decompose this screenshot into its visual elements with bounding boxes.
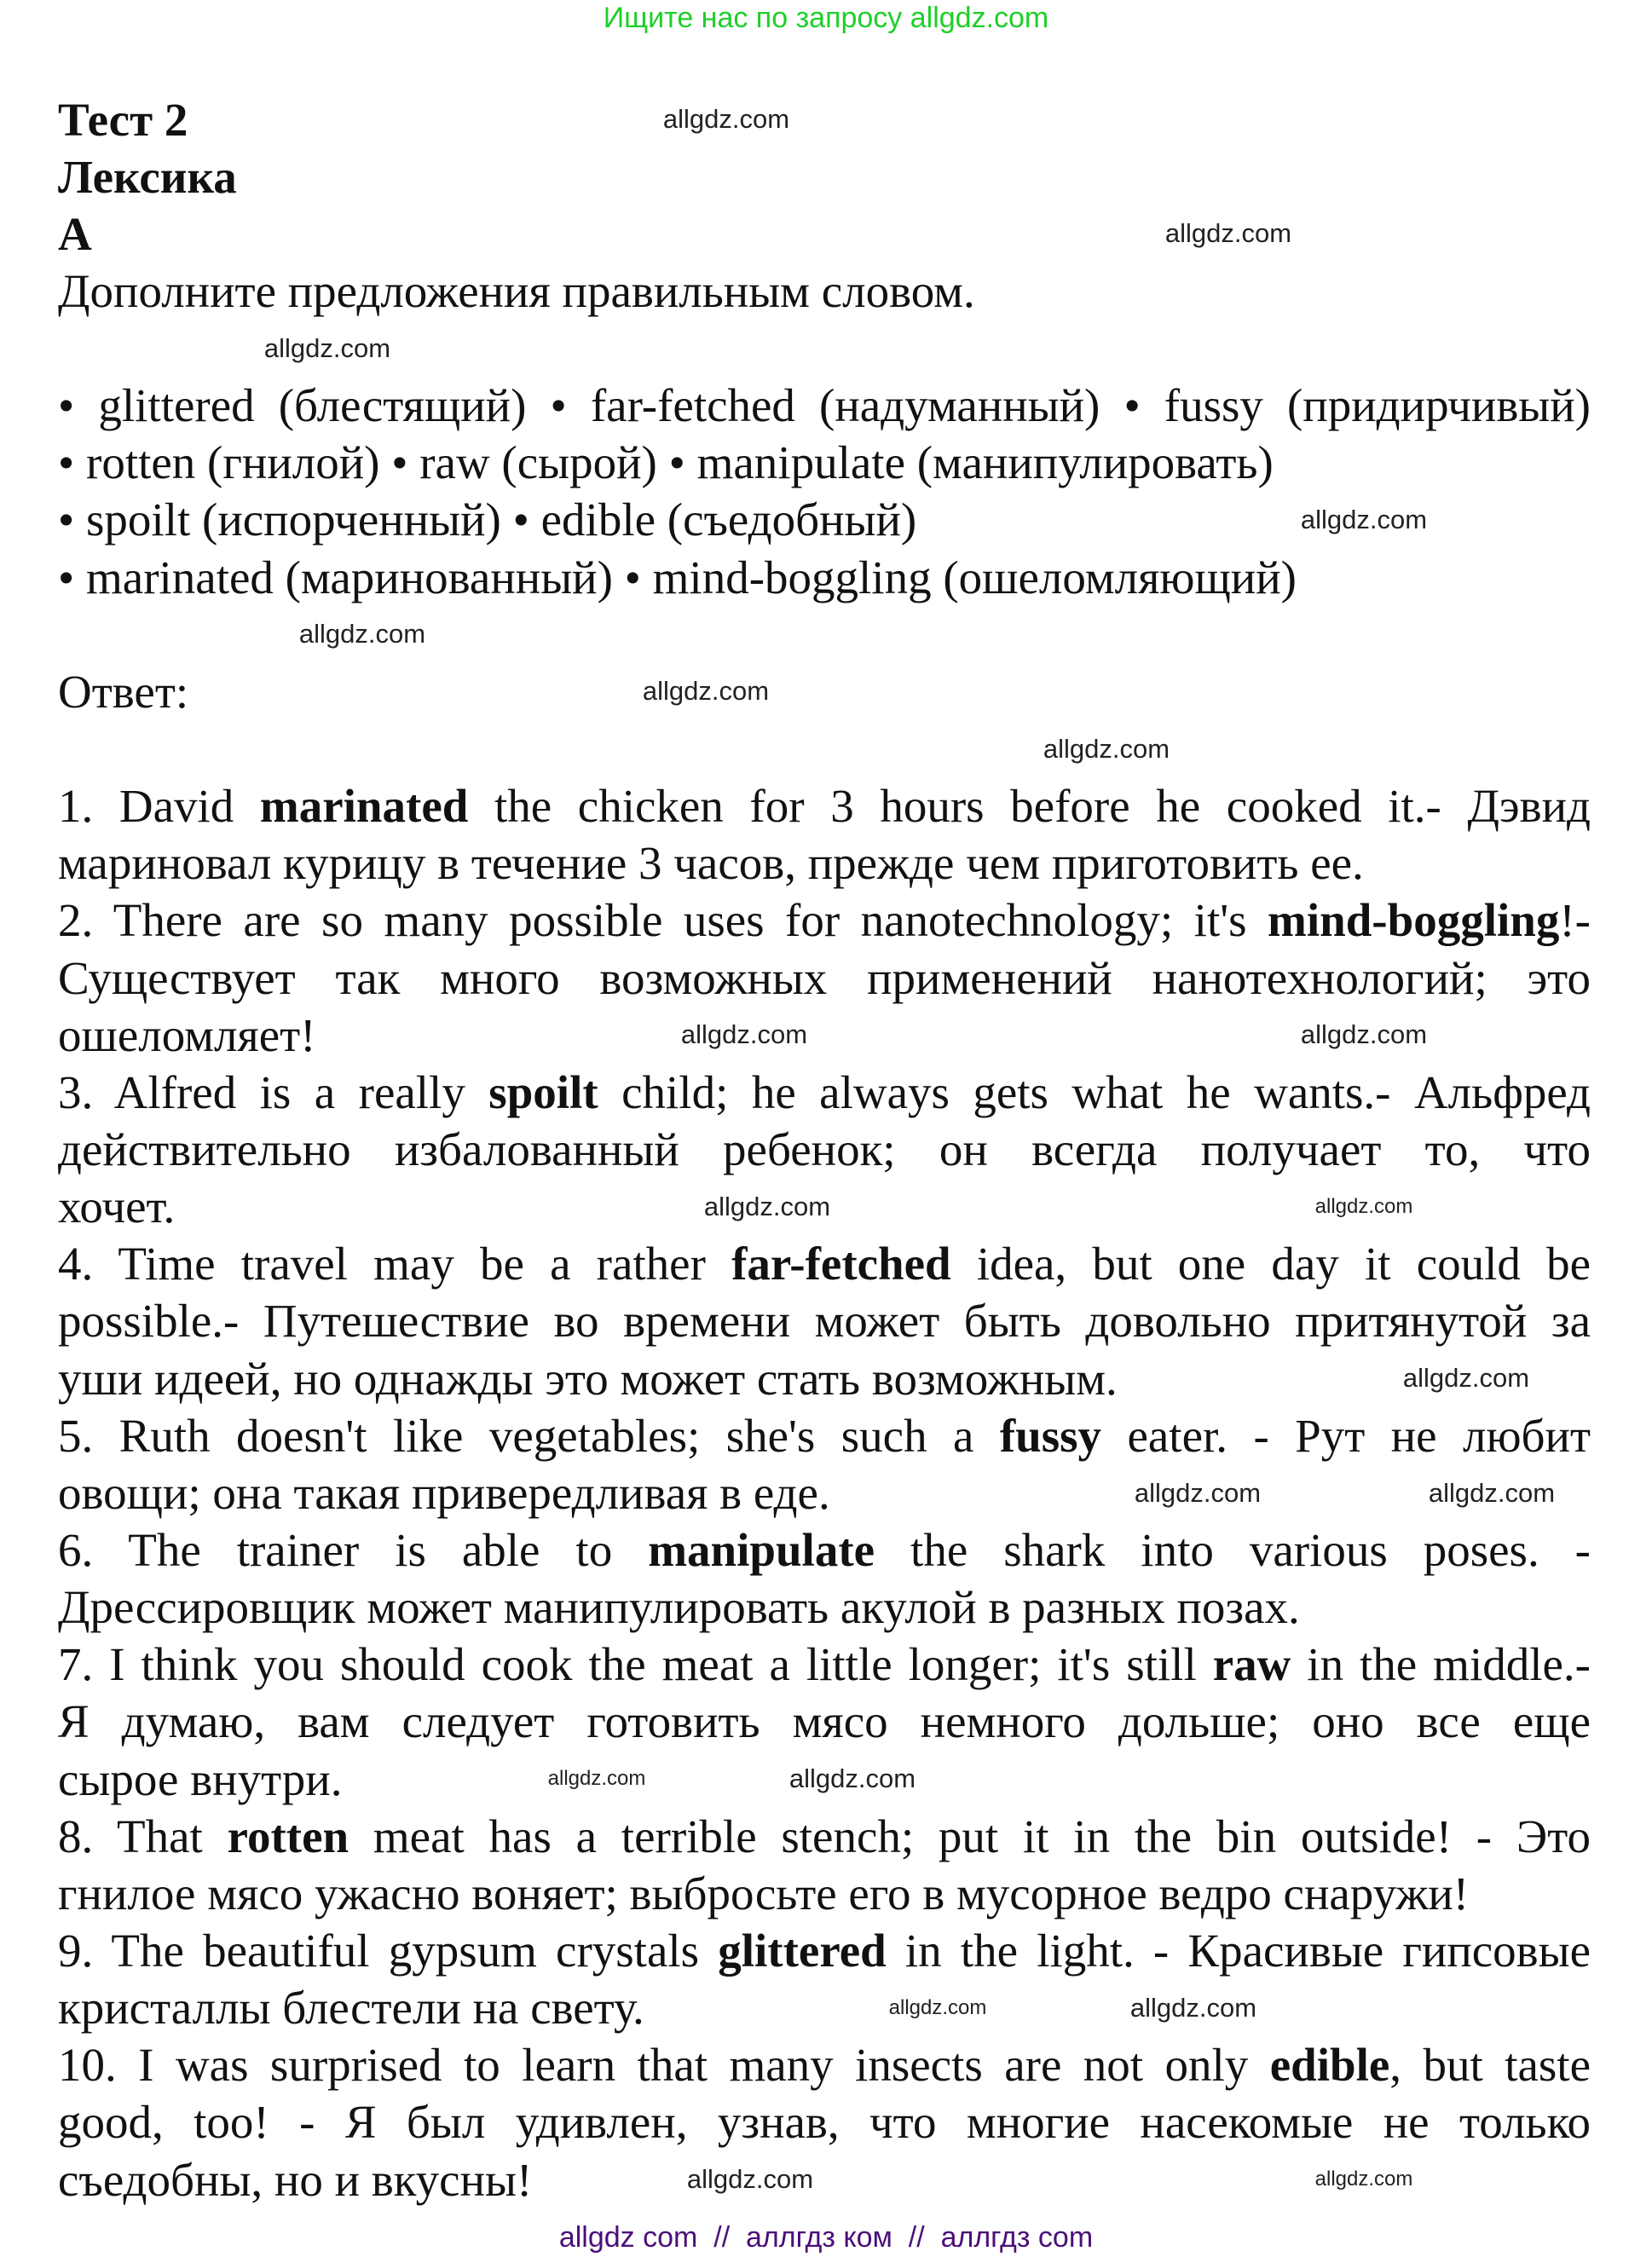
watermark: allgdz.com — [1314, 2168, 1413, 2191]
text-line: Дрессировщик может манипулировать акулой в разных позах. — [58, 1581, 1300, 1634]
watermark: allgdz.com — [662, 104, 790, 134]
text-line: гнилое мясо ужасно воняет; выбросьте его в мусорное ведро снаружи! — [58, 1867, 1470, 1919]
heading-line: А — [58, 207, 92, 260]
answer-word: marinated — [259, 780, 469, 833]
blank-line — [58, 606, 1591, 663]
blank-line — [58, 720, 1591, 777]
answer-word: manipulate — [648, 1524, 875, 1577]
watermark: allgdz.com — [788, 1763, 916, 1793]
watermark: allgdz.com — [1129, 1993, 1257, 2023]
text-line: • marinated (маринованный) • mind-boggling (ошеломляющий) — [58, 551, 1297, 603]
text-line: 4. Time travel may be a rather far-fetched idea, but one day it could be — [58, 1238, 1591, 1290]
text-line: хочет. — [58, 1180, 176, 1233]
text-line: • glittered (блестящий) • far-fetched (надуманный) • fussy (придирчивый) — [58, 379, 1591, 432]
answer-word: far-fetched — [731, 1238, 951, 1290]
text-line: 8. That rotten meat has a terrible stench; put it in the bin outside! - Это — [58, 1810, 1591, 1862]
document-body — [58, 91, 1591, 2208]
text-line: 9. The beautiful gypsum crystals glittered in the light. - Красивые гипсовые — [58, 1925, 1591, 1977]
text-line: Существует так много возможных применений нанотехнологий; это — [58, 951, 1591, 1004]
answer-word: glittered — [718, 1925, 887, 1977]
answer-word: fussy — [999, 1409, 1102, 1462]
watermark: allgdz.com — [703, 1192, 831, 1221]
watermark: allgdz.com — [680, 1019, 808, 1049]
answer-word: rotten — [227, 1810, 349, 1862]
text-line: Я думаю, вам следует готовить мясо немного дольше; оно все еще — [58, 1695, 1591, 1748]
answer-word: raw — [1212, 1638, 1291, 1691]
answer-word: edible — [1269, 2039, 1390, 2092]
watermark: allgdz.com — [642, 676, 770, 706]
text-line: • spoilt (испорченный) • edible (съедобный) — [58, 494, 917, 546]
watermark: allgdz.com — [1134, 1478, 1262, 1508]
text-line: действительно избалованный ребенок; он всегда получает то, что — [58, 1123, 1591, 1176]
text-line: 7. I think you should cook the meat a little longer; it's still raw in the middle.- — [58, 1638, 1591, 1691]
watermark: allgdz.com — [263, 333, 391, 363]
watermark: allgdz.com — [1164, 218, 1292, 248]
watermark: allgdz.com — [1043, 734, 1170, 764]
text-line: 3. Alfred is a really spoilt child; he always gets what he wants.- Альфред — [58, 1065, 1591, 1118]
watermark: allgdz.com — [888, 1996, 987, 2019]
text-line: мариновал курицу в течение 3 часов, прежде чем приготовить ее. — [58, 837, 1364, 890]
heading-line: Лексика — [58, 150, 237, 203]
footer-banner: allgdz com // аллгдз ком // аллгдз com — [558, 2221, 1094, 2254]
search-banner: Ищите нас по запросу allgdz.com — [603, 2, 1049, 34]
watermark: allgdz.com — [1314, 1195, 1413, 1218]
heading-line: Тест 2 — [58, 93, 188, 146]
watermark: allgdz.com — [298, 619, 426, 649]
text-line: ошеломляет! — [58, 1008, 316, 1061]
text-line: сырое внутри. — [58, 1752, 343, 1805]
watermark: allgdz.com — [1428, 1478, 1556, 1508]
text-line: 5. Ruth doesn't like vegetables; she's such a fussy eater. - Рут не любит — [58, 1409, 1591, 1462]
text-line: съедобны, но и вкусны! — [58, 2153, 533, 2206]
text-line: 10. I was surprised to learn that many insects are not only edible, but taste — [58, 2039, 1591, 2092]
text-line: овощи; она такая привередливая в еде. — [58, 1466, 830, 1519]
watermark: allgdz.com — [547, 1767, 646, 1790]
text-line: Ответ: — [58, 665, 189, 718]
text-line: 1. David marinated the chicken for 3 hours before he cooked it.- Дэвид — [58, 780, 1591, 833]
text-line: good, too! - Я был удивлен, узнав, что многие насекомые не только — [58, 2096, 1591, 2149]
watermark: allgdz.com — [1300, 1019, 1428, 1049]
text-line: Дополните предложения правильным словом. — [58, 264, 975, 317]
text-line: possible.- Путешествие во времени может быть довольно притянутой за — [58, 1295, 1591, 1348]
watermark: allgdz.com — [1402, 1363, 1530, 1393]
answer-word: spoilt — [488, 1065, 598, 1118]
text-line: кристаллы блестели на свету. — [58, 1982, 644, 2035]
text-line: • rotten (гнилой) • raw (сырой) • manipulate (манипулировать) — [58, 436, 1274, 489]
watermark: allgdz.com — [1300, 505, 1428, 534]
text-line: 6. The trainer is able to manipulate the shark into various poses. - — [58, 1524, 1591, 1577]
text-line: уши идеей, но однажды это может стать возможным. — [58, 1352, 1118, 1405]
answer-word: mind-boggling — [1268, 894, 1560, 947]
text-line: 2. There are so many possible uses for nanotechnology; it's mind-boggling!- — [58, 894, 1591, 947]
watermark: allgdz.com — [686, 2164, 814, 2194]
